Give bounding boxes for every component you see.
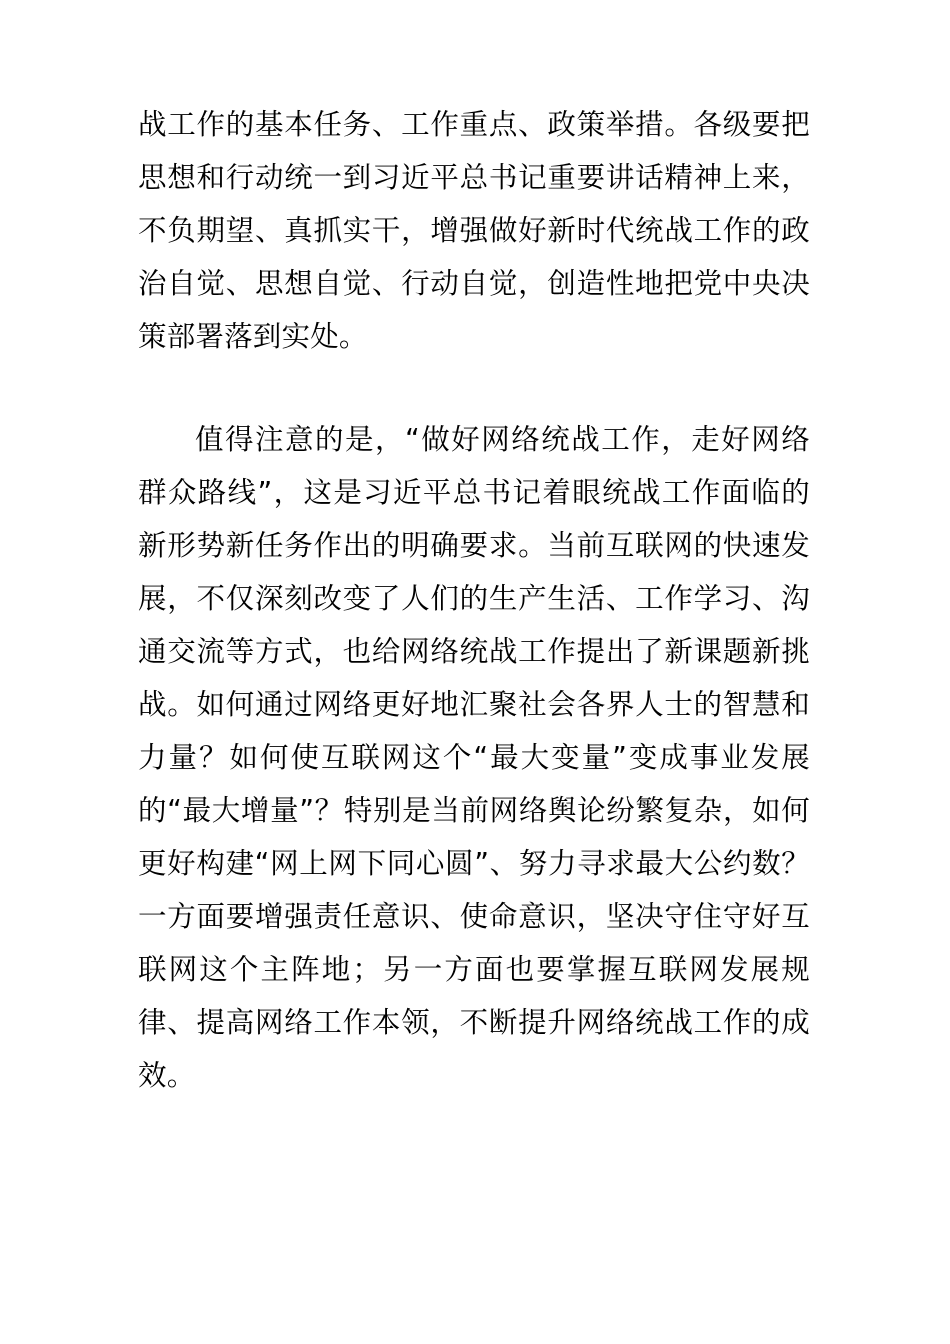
paragraph-2: 值得注意的是，“做好网络统战工作，走好网络群众路线”，这是习近平总书记着眼统战工作面临的新形势新任务作出的明确要求。当前互联网的快速发展，不仅深刻改变了人们的生产生活、工作学习、沟通交流等方式，也给网络统战工作提出了新课题新挑战。如何通过网络更好地汇聚社会各界人士的智慧和力量？如何使互联网这个“最大变量”变成事业发展的“最大增量”？特别是当前网络舆论纷繁复杂，如何更好构建“网上网下同心圆”、努力寻求最大公约数？一方面要增强责任意识、使命意识，坚决守住守好互联网这个主阵地；另一方面也要掌握互联网发展规律、提高网络工作本领，不断提升网络统战工作的成效。 (138, 423, 810, 1092)
paragraph-1: 战工作的基本任务、工作重点、政策举措。各级要把思想和行动统一到习近平总书记重要讲话精神上来，不负期望、真抓实干，增强做好新时代统战工作的政治自觉、思想自觉、行动自觉，创造性地把党中央决策部署落到实处。 (138, 108, 810, 353)
document-body (138, 98, 810, 1102)
paragraph-spacer (138, 391, 810, 413)
